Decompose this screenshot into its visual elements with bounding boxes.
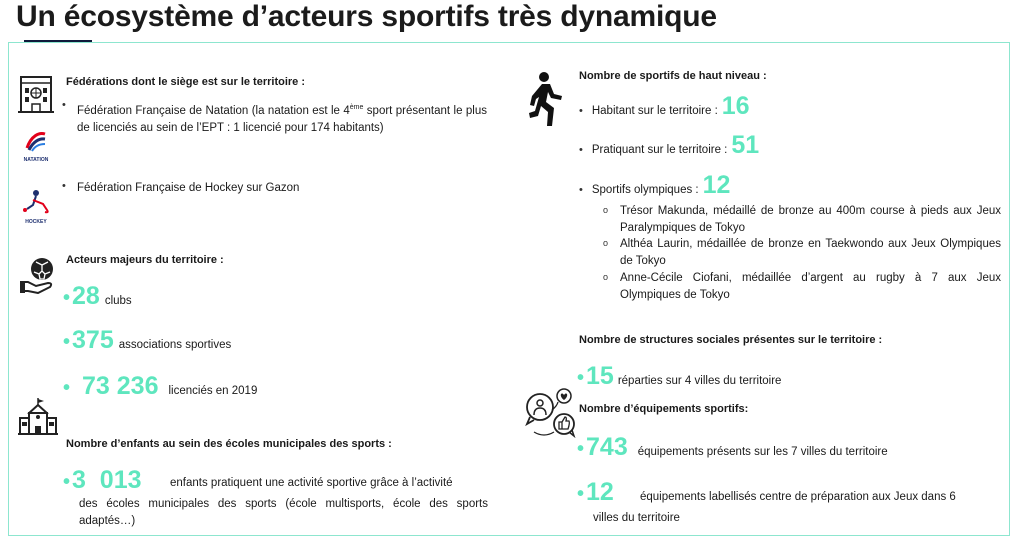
athletes-item-value: 51 — [731, 131, 760, 159]
olympian-text: Althéa Laurin, médaillée de bronze en Taekwondo aux Jeux Olympiques de Tokyo — [620, 238, 1001, 267]
athletes-item-habitant — [579, 92, 750, 120]
stat-value: 3 013 — [72, 466, 142, 494]
natation-swirl-icon — [23, 130, 49, 152]
stat-value: 743 — [586, 433, 628, 461]
stat-clubs — [63, 282, 132, 310]
federation-hockey-text: Fédération Française de Hockey sur Gazon — [77, 182, 300, 194]
stat-label: clubs — [104, 295, 132, 307]
bullet-dot: • — [579, 105, 583, 117]
hockey-logo — [14, 188, 58, 225]
stat-social — [577, 362, 781, 390]
bullet-dot: • — [577, 367, 585, 389]
stat-label: licenciés en 2019 — [168, 385, 258, 397]
natation-logo-label: NATATION — [23, 157, 49, 163]
stat-value: 28 — [72, 282, 100, 310]
olympian-item — [603, 236, 1001, 270]
hand-ball-icon — [20, 256, 56, 294]
bullet-circle: o — [603, 238, 609, 248]
labelled-equipment-text-first: équipements labellisés centre de préparation aux Jeux dans 6 — [640, 491, 956, 503]
athletes-item-pratiquant — [579, 131, 759, 159]
stat-value: 15 — [586, 362, 614, 390]
hockey-logo-label: HOCKEY — [25, 219, 47, 225]
athletes-heading: Nombre de sportifs de haut niveau : — [579, 70, 767, 82]
bullet-dot: • — [577, 483, 585, 505]
bullet-dot: • — [63, 287, 71, 309]
athletes-item-label: Sportifs olympiques : — [591, 184, 699, 196]
olympian-item — [603, 270, 1001, 304]
federation-item-hockey — [62, 180, 487, 197]
stat-label: associations sportives — [118, 339, 232, 351]
stat-licencies — [63, 372, 257, 400]
federation-natation-text: Fédération Française de Natation (la natation est le 4ème sport présentant le plus de licenciés au sein de l’EPT : 1 licencié pour 174 habitants) — [77, 104, 487, 134]
olympian-text: Trésor Makunda, médaillé de bronze au 400m course à pieds aux Jeux Paralympiques de Tokyo — [620, 205, 1001, 234]
athletes-item-value: 12 — [702, 171, 731, 199]
building-icon — [18, 74, 54, 114]
bullet-dot: • — [63, 471, 71, 493]
athletes-item-value: 16 — [721, 92, 750, 120]
social-heading: Nombre de structures sociales présentes sur le territoire : — [579, 334, 883, 346]
school-icon — [18, 398, 58, 436]
children-text-first: enfants pratiquent une activité sportive grâce à l’activité — [170, 477, 453, 489]
equipment-heading: Nombre d’équipements sportifs: — [579, 403, 749, 415]
page-title: Un écosystème d’acteurs sportifs très dynamique — [16, 0, 717, 33]
schools-heading: Nombre d’enfants au sein des écoles municipales des sports : — [66, 438, 392, 450]
bullet-dot: • — [579, 144, 583, 156]
stat-label: réparties sur 4 villes du territoire — [617, 375, 782, 387]
federation-item-natation — [62, 99, 487, 137]
bullet-dot: • — [62, 99, 66, 111]
actors-heading: Acteurs majeurs du territoire : — [66, 254, 224, 266]
bullet-dot: • — [62, 180, 66, 192]
olympian-item — [603, 203, 1001, 237]
natation-logo — [16, 130, 56, 163]
hockey-stick-icon — [19, 188, 53, 214]
bullet-dot: • — [63, 377, 71, 399]
bullet-dot: • — [63, 331, 71, 353]
runner-icon — [528, 70, 574, 128]
stat-children — [63, 466, 142, 494]
bullet-dot: • — [577, 438, 585, 460]
stat-associations — [63, 326, 231, 354]
bullet-dot: • — [579, 184, 583, 196]
stat-label: équipements présents sur les 7 villes du territoire — [637, 446, 888, 458]
stat-equipment — [577, 433, 888, 461]
children-text-rest: des écoles municipales des sports (école multisports, école des sports adaptés…) — [79, 498, 488, 527]
athletes-item-label: Habitant sur le territoire : — [591, 105, 718, 117]
social-network-icon — [524, 388, 580, 438]
stat-value: 73 236 — [82, 372, 159, 400]
stat-value: 375 — [72, 326, 114, 354]
athletes-item-label: Pratiquant sur le territoire : — [591, 144, 728, 156]
labelled-equipment-text-rest: villes du territoire — [593, 512, 680, 524]
federations-heading: Fédérations dont le siège est sur le territoire : — [66, 76, 306, 88]
athletes-item-olympiques — [579, 171, 730, 199]
stat-value: 12 — [586, 478, 614, 506]
olympian-text: Anne-Cécile Ciofani, médaillée d’argent au rugby à 7 aux Jeux Olympiques de Tokyo — [620, 272, 1001, 301]
bullet-circle: o — [603, 205, 609, 215]
bullet-circle: o — [603, 272, 609, 282]
stat-labelled-equipment — [577, 478, 614, 506]
